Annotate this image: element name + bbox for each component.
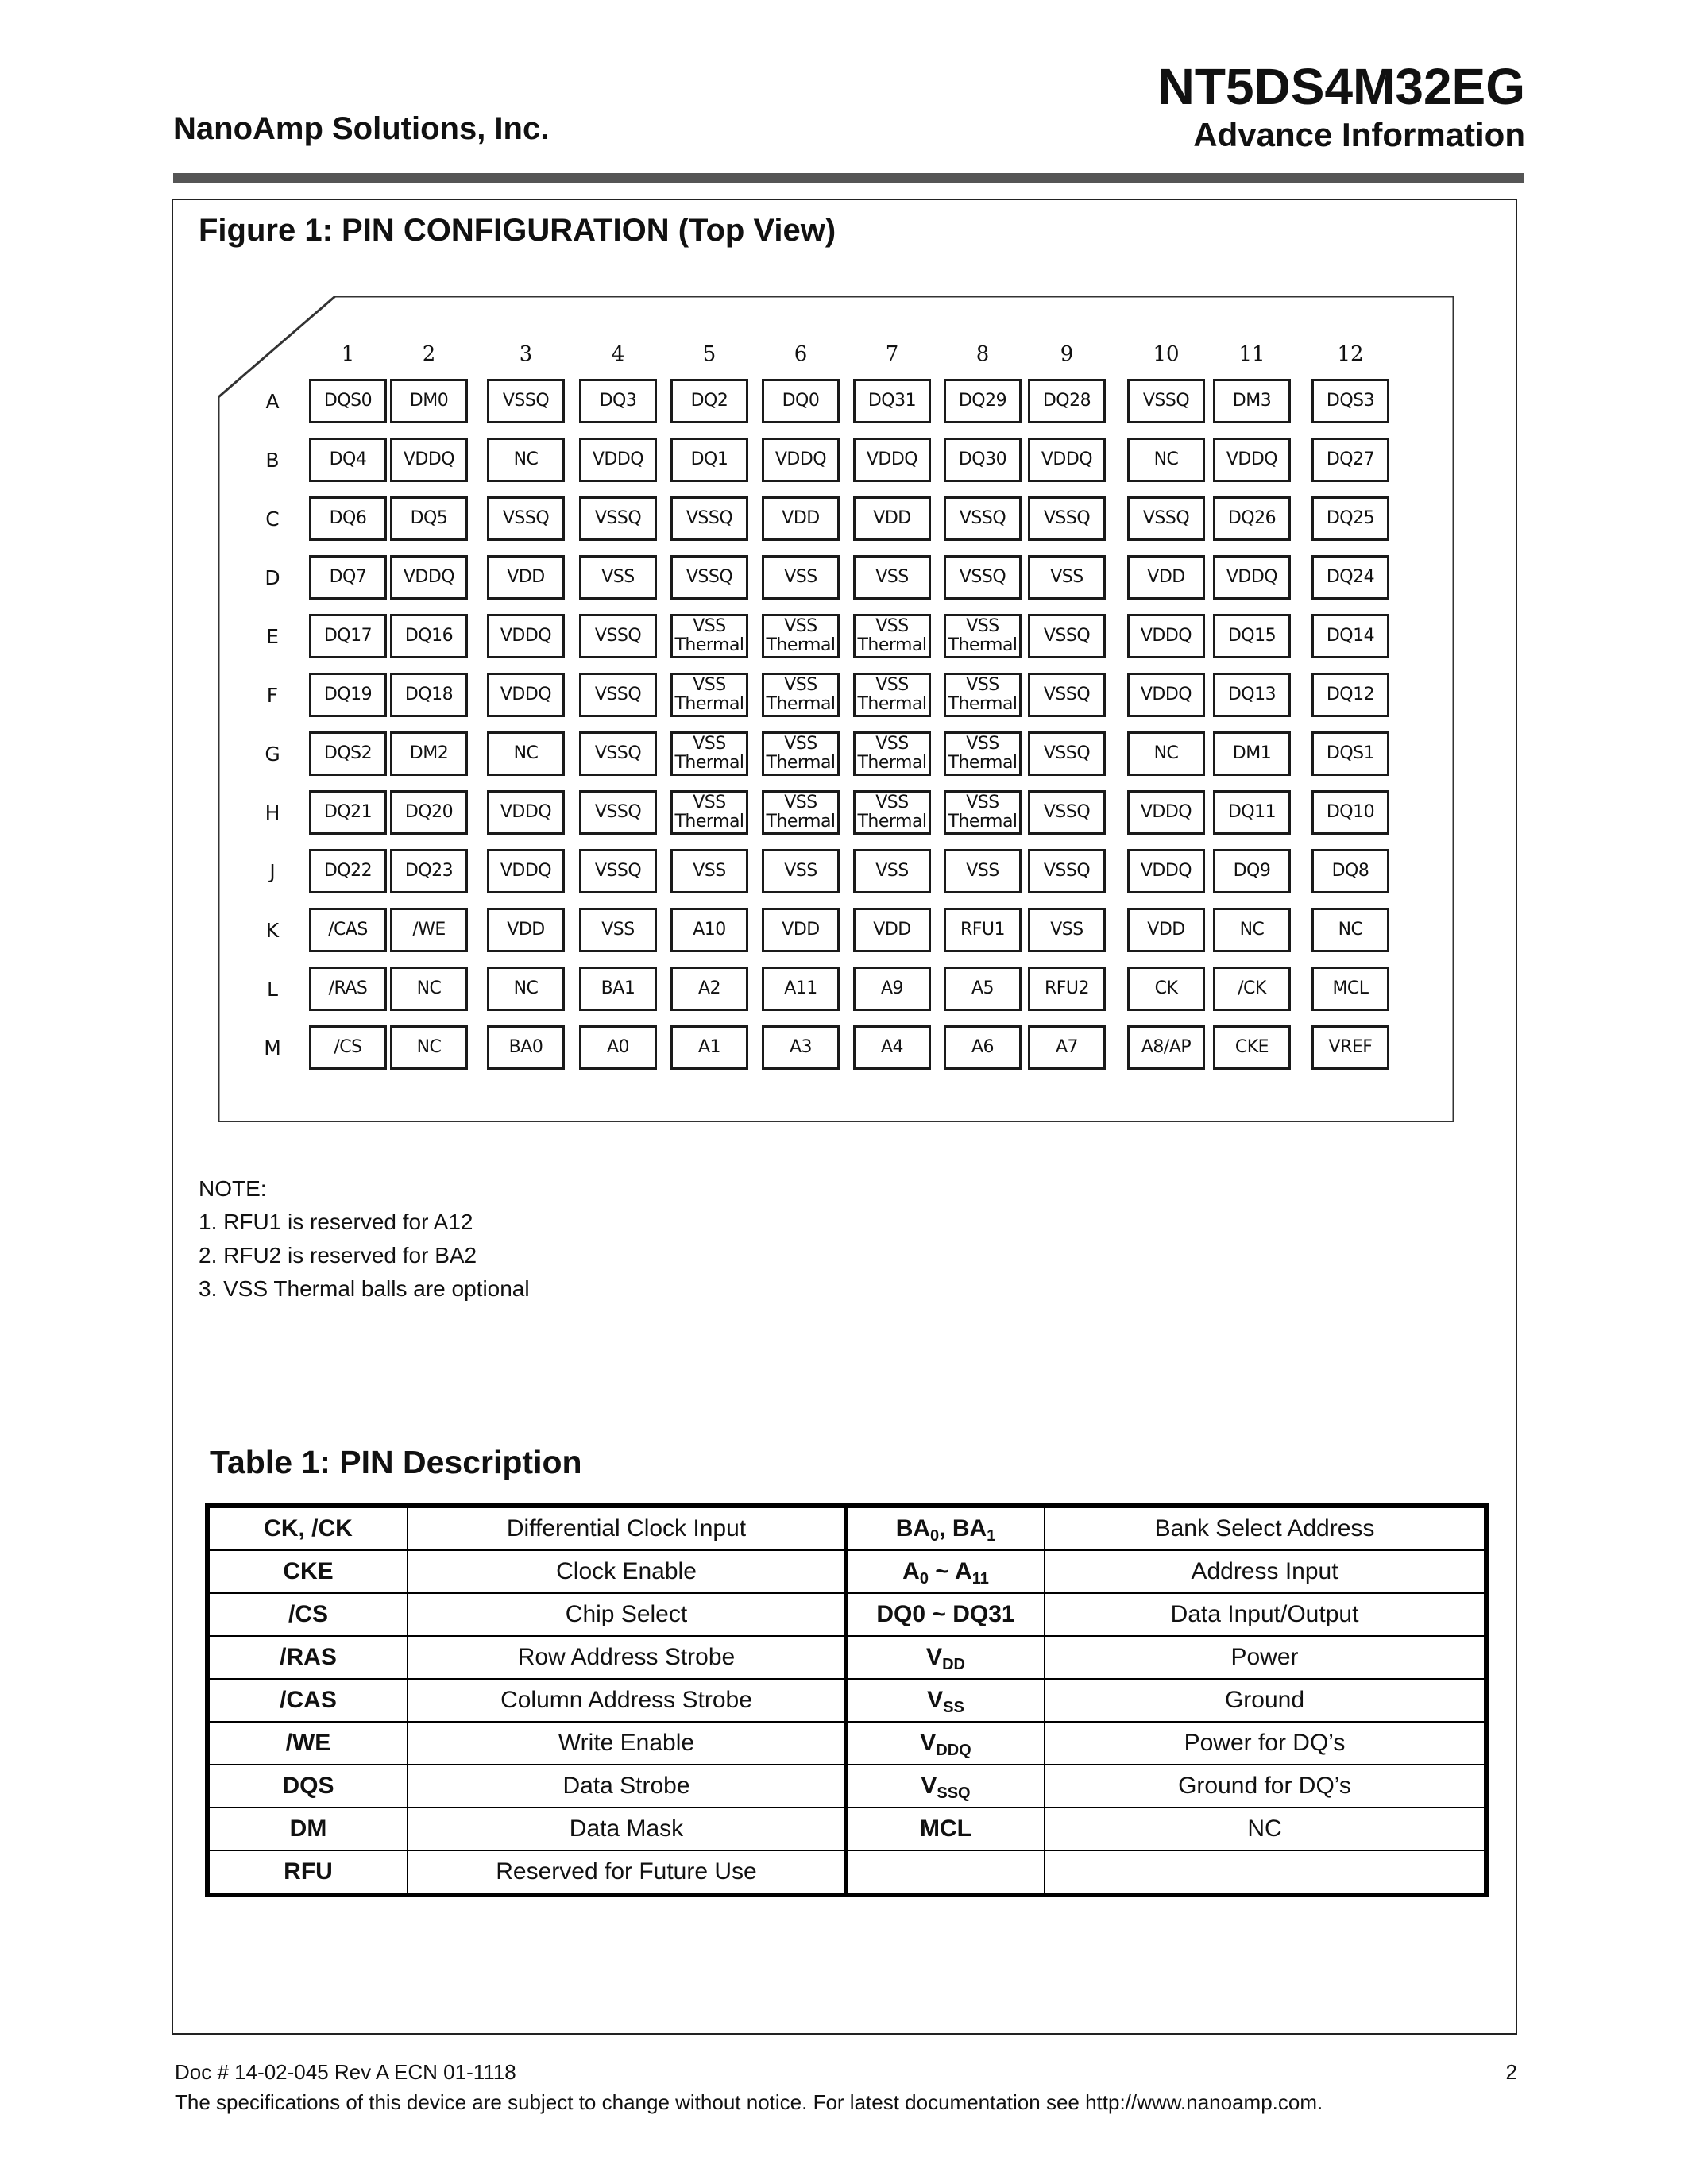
- pin-ball: DQ3: [579, 379, 657, 423]
- pin-ball: [853, 731, 931, 776]
- pin-ball: DM1: [1213, 731, 1291, 776]
- pin-label-line: VSS: [693, 793, 726, 812]
- pin-ball: /RAS: [309, 967, 387, 1011]
- pin-symbol: [846, 1593, 1045, 1636]
- pin-label-line: VSS: [693, 616, 726, 636]
- pin-ball: [944, 614, 1022, 658]
- pin-ball: NC: [1127, 731, 1205, 776]
- column-number: 4: [611, 342, 625, 366]
- pin-ball: DQS2: [309, 731, 387, 776]
- table-row: [207, 1593, 1486, 1636]
- pin-ball: NC: [487, 731, 565, 776]
- symbol-subscript: SS: [943, 1699, 964, 1716]
- pin-description: Bank Select Address: [1045, 1506, 1486, 1550]
- pin-ball: A9: [853, 967, 931, 1011]
- pin-ball: DQ18: [390, 673, 468, 717]
- pin-symbol: [846, 1679, 1045, 1722]
- pin-ball: [762, 731, 840, 776]
- pin-ball: [944, 731, 1022, 776]
- pin-description: [1045, 1850, 1486, 1895]
- row-label: D: [265, 566, 280, 589]
- pin-ball: VDDQ: [853, 438, 931, 482]
- pin-label-line: VSS: [875, 734, 909, 754]
- row-label: J: [269, 860, 276, 883]
- pin-ball: DQ15: [1213, 614, 1291, 658]
- symbol-text: V: [921, 1773, 937, 1799]
- pin-ball: VSSQ: [579, 614, 657, 658]
- note-item: 3. VSS Thermal balls are optional: [199, 1276, 530, 1301]
- pin-description: Power: [1045, 1636, 1486, 1679]
- pin-ball: /CAS: [309, 908, 387, 952]
- pin-ball: DQ28: [1028, 379, 1106, 423]
- pin-symbol: CKE: [207, 1550, 408, 1593]
- pin-ball: VDDQ: [579, 438, 657, 482]
- row-label: L: [267, 978, 278, 1001]
- pin-ball: VDDQ: [487, 614, 565, 658]
- pin-ball: VSSQ: [1028, 673, 1106, 717]
- pin-ball: A3: [762, 1025, 840, 1070]
- pin-ball: DQ22: [309, 849, 387, 893]
- row-label: A: [265, 390, 280, 413]
- pin-description: Address Input: [1045, 1550, 1486, 1593]
- row-label: B: [265, 449, 280, 472]
- pin-description: Clock Enable: [408, 1550, 846, 1593]
- pin-ball: VDDQ: [762, 438, 840, 482]
- pin-ball: RFU1: [944, 908, 1022, 952]
- pin-ball: /WE: [390, 908, 468, 952]
- row-label: K: [265, 919, 280, 942]
- pin-symbol: [846, 1765, 1045, 1808]
- pin-label-line: VSS: [784, 675, 817, 695]
- column-number: 6: [794, 342, 808, 366]
- pin-ball: A10: [670, 908, 748, 952]
- pin-ball: VSS: [853, 849, 931, 893]
- symbol-text: , BA: [939, 1515, 987, 1542]
- pin-ball: DQ20: [390, 790, 468, 835]
- pin-symbol: /CS: [207, 1593, 408, 1636]
- column-number: 11: [1238, 342, 1265, 366]
- pin-description: Data Input/Output: [1045, 1593, 1486, 1636]
- column-number: 8: [975, 342, 990, 366]
- pin-ball: VSSQ: [579, 673, 657, 717]
- pin-ball: DQ13: [1213, 673, 1291, 717]
- pin-label-line: Thermal: [766, 753, 836, 773]
- pin-ball: DQ27: [1311, 438, 1389, 482]
- document-status: Advance Information: [1193, 116, 1525, 153]
- pin-description: Reserved for Future Use: [408, 1850, 846, 1895]
- pin-ball: DQ29: [944, 379, 1022, 423]
- pin-ball: DQ24: [1311, 555, 1389, 600]
- symbol-subscript: SSQ: [937, 1785, 971, 1802]
- pin-symbol: /RAS: [207, 1636, 408, 1679]
- pin-ball: DQ23: [390, 849, 468, 893]
- pin-ball: DQ5: [390, 496, 468, 541]
- pin-ball: VDD: [1127, 908, 1205, 952]
- column-number: 12: [1337, 342, 1364, 366]
- pin-symbol: /CAS: [207, 1679, 408, 1722]
- pin-ball: DQ0: [762, 379, 840, 423]
- symbol-subscript: 0: [919, 1570, 929, 1588]
- pin-ball: VSSQ: [944, 496, 1022, 541]
- pin-label-line: Thermal: [948, 753, 1018, 773]
- pin-ball: VSS: [579, 908, 657, 952]
- pin-ball: VSSQ: [1028, 790, 1106, 835]
- pin-ball: VSSQ: [487, 379, 565, 423]
- row-label: E: [266, 625, 279, 648]
- pin-ball: VDDQ: [1213, 438, 1291, 482]
- pin-label-line: Thermal: [674, 694, 744, 714]
- pin-label-line: Thermal: [674, 635, 744, 655]
- pin-ball: [762, 673, 840, 717]
- pin-symbol: [846, 1722, 1045, 1765]
- pin-ball: DQ21: [309, 790, 387, 835]
- table-row: [207, 1636, 1486, 1679]
- company-name: NanoAmp Solutions, Inc.: [173, 111, 550, 146]
- table-row: [207, 1765, 1486, 1808]
- symbol-text: DQ0 ~ DQ31: [876, 1601, 1015, 1627]
- doc-number: Doc # 14-02-045 Rev A ECN 01-1118: [175, 2060, 516, 2084]
- pin-ball: CKE: [1213, 1025, 1291, 1070]
- symbol-subscript: DD: [942, 1656, 965, 1673]
- row-label: G: [265, 743, 280, 766]
- pin-label-line: Thermal: [948, 694, 1018, 714]
- pin-description: Row Address Strobe: [408, 1636, 846, 1679]
- pin-description: Ground: [1045, 1679, 1486, 1722]
- pin-ball: VSSQ: [1028, 614, 1106, 658]
- pin-ball: NC: [390, 967, 468, 1011]
- pin-label-line: Thermal: [766, 635, 836, 655]
- pin-symbol: [846, 1850, 1045, 1895]
- disclaimer: The specifications of this device are subject to change without notice. For latest documentation see http://www.nanoamp.com.: [175, 2090, 1323, 2114]
- pin-ball: VSS: [670, 849, 748, 893]
- table-title: Table 1: PIN Description: [210, 1444, 582, 1480]
- pin-ball: VSSQ: [579, 496, 657, 541]
- symbol-text: MCL: [920, 1815, 971, 1842]
- pin-ball: /CK: [1213, 967, 1291, 1011]
- pin-ball: VDD: [487, 908, 565, 952]
- pin-ball: DQ10: [1311, 790, 1389, 835]
- pin-ball: VSSQ: [670, 555, 748, 600]
- pin-ball: A0: [579, 1025, 657, 1070]
- pin-ball: VDDQ: [487, 849, 565, 893]
- pin-ball: VDDQ: [487, 790, 565, 835]
- pin-ball: VDDQ: [1127, 849, 1205, 893]
- pin-ball: A7: [1028, 1025, 1106, 1070]
- pin-ball: A4: [853, 1025, 931, 1070]
- pin-label-line: VSS: [784, 734, 817, 754]
- pin-ball: VSSQ: [579, 849, 657, 893]
- pin-ball: A1: [670, 1025, 748, 1070]
- pin-ball: VDDQ: [1213, 555, 1291, 600]
- pin-ball: VSS: [762, 849, 840, 893]
- pin-label-line: VSS: [693, 734, 726, 754]
- table-row: [207, 1850, 1486, 1895]
- pin-symbol: [846, 1550, 1045, 1593]
- pin-label-line: Thermal: [766, 694, 836, 714]
- pin-ball: DM2: [390, 731, 468, 776]
- pin-ball: [670, 673, 748, 717]
- pin-ball: VREF: [1311, 1025, 1389, 1070]
- pin-ball: DQ11: [1213, 790, 1291, 835]
- symbol-subscript: 1: [987, 1527, 996, 1545]
- column-number: 2: [422, 342, 436, 366]
- pin-ball: A11: [762, 967, 840, 1011]
- pin-ball: DQ6: [309, 496, 387, 541]
- column-number: 7: [885, 342, 899, 366]
- pin-description: Differential Clock Input: [408, 1506, 846, 1550]
- column-number: 1: [341, 342, 355, 366]
- pin-ball: [944, 790, 1022, 835]
- symbol-text: V: [926, 1644, 943, 1670]
- pin-ball: VSSQ: [487, 496, 565, 541]
- notes-heading: NOTE:: [199, 1176, 267, 1201]
- row-label: M: [264, 1036, 281, 1059]
- pin-label-line: Thermal: [674, 753, 744, 773]
- pin-label-line: Thermal: [857, 753, 927, 773]
- pin-ball: DQ4: [309, 438, 387, 482]
- pin-label-line: Thermal: [857, 635, 927, 655]
- pin-label-line: Thermal: [948, 635, 1018, 655]
- symbol-text: BA: [895, 1515, 931, 1542]
- column-number: 3: [519, 342, 533, 366]
- pin-label-line: VSS: [875, 675, 909, 695]
- symbol-subscript: 0: [930, 1527, 940, 1545]
- pin-description: Ground for DQ’s: [1045, 1765, 1486, 1808]
- table-row: [207, 1679, 1486, 1722]
- pin-ball: VSSQ: [1028, 731, 1106, 776]
- pin-ball: DQ1: [670, 438, 748, 482]
- pin-label-line: VSS: [966, 616, 999, 636]
- notes: [199, 1172, 530, 1306]
- pin-symbol: DM: [207, 1808, 408, 1850]
- pin-ball: DM0: [390, 379, 468, 423]
- figure-title: Figure 1: PIN CONFIGURATION (Top View): [199, 213, 836, 248]
- pin-description: Data Mask: [408, 1808, 846, 1850]
- pin-ball: DQ26: [1213, 496, 1291, 541]
- pin-ball: VDDQ: [1127, 614, 1205, 658]
- pin-label-line: VSS: [784, 793, 817, 812]
- pin-ball: VDDQ: [1127, 790, 1205, 835]
- table-row: [207, 1506, 1486, 1550]
- column-number: 9: [1060, 342, 1074, 366]
- page-number: 2: [1505, 2060, 1517, 2084]
- pin-ball: BA0: [487, 1025, 565, 1070]
- pin-ball: A6: [944, 1025, 1022, 1070]
- pin-ball: A5: [944, 967, 1022, 1011]
- pin-label-line: VSS: [966, 675, 999, 695]
- symbol-subscript: 11: [971, 1570, 989, 1588]
- pin-ball: DQ9: [1213, 849, 1291, 893]
- pin-symbol: [846, 1808, 1045, 1850]
- pin-ball: DQ16: [390, 614, 468, 658]
- pin-ball: VSS: [1028, 555, 1106, 600]
- row-label: C: [265, 507, 280, 531]
- pin-ball: VDD: [487, 555, 565, 600]
- pin-ball: DQ8: [1311, 849, 1389, 893]
- pin-ball: DM3: [1213, 379, 1291, 423]
- pin-ball: DQ17: [309, 614, 387, 658]
- pin-ball: CK: [1127, 967, 1205, 1011]
- pin-ball: NC: [1213, 908, 1291, 952]
- pin-ball: VDD: [853, 496, 931, 541]
- pin-label-line: Thermal: [674, 812, 744, 832]
- pin-ball: VSS: [579, 555, 657, 600]
- pin-ball: DQS0: [309, 379, 387, 423]
- pin-ball: MCL: [1311, 967, 1389, 1011]
- pin-ball: [762, 614, 840, 658]
- pin-ball: [853, 614, 931, 658]
- pin-description: Data Strobe: [408, 1765, 846, 1808]
- pin-label-line: VSS: [784, 616, 817, 636]
- pin-ball: VSSQ: [1028, 496, 1106, 541]
- pin-ball: VSSQ: [1028, 849, 1106, 893]
- pin-ball: [762, 790, 840, 835]
- pin-ball: VDD: [1127, 555, 1205, 600]
- pin-ball: DQ14: [1311, 614, 1389, 658]
- pin-ball: BA1: [579, 967, 657, 1011]
- pin-ball: DQ2: [670, 379, 748, 423]
- pin-ball: VSSQ: [944, 555, 1022, 600]
- pin-description-table: [205, 1503, 1489, 1897]
- pin-label-line: Thermal: [857, 812, 927, 832]
- part-number: NT5DS4M32EG: [1157, 58, 1525, 115]
- pin-description: Power for DQ’s: [1045, 1722, 1486, 1765]
- pin-description: Write Enable: [408, 1722, 846, 1765]
- column-number: 5: [702, 342, 717, 366]
- pin-ball: DQ12: [1311, 673, 1389, 717]
- symbol-text: V: [927, 1687, 944, 1713]
- pin-description: Column Address Strobe: [408, 1679, 846, 1722]
- pin-ball: /CS: [309, 1025, 387, 1070]
- row-label: H: [265, 801, 280, 824]
- pin-ball: VSSQ: [1127, 379, 1205, 423]
- pin-label-line: VSS: [693, 675, 726, 695]
- table-row: [207, 1722, 1486, 1765]
- pin-ball: DQ25: [1311, 496, 1389, 541]
- pin-ball: [670, 614, 748, 658]
- pin-ball: VSS: [1028, 908, 1106, 952]
- pin-ball: VDDQ: [1028, 438, 1106, 482]
- pin-symbol: RFU: [207, 1850, 408, 1895]
- pin-symbol: /WE: [207, 1722, 408, 1765]
- pin-label-line: VSS: [875, 616, 909, 636]
- pin-ball: DQS3: [1311, 379, 1389, 423]
- symbol-text: ~ A: [928, 1558, 972, 1584]
- pin-ball: VSSQ: [579, 731, 657, 776]
- table-row: [207, 1808, 1486, 1850]
- pin-ball: DQ31: [853, 379, 931, 423]
- symbol-text: A: [902, 1558, 920, 1584]
- pin-label-line: VSS: [966, 793, 999, 812]
- column-number: 10: [1153, 342, 1180, 366]
- pin-label-line: VSS: [875, 793, 909, 812]
- pin-ball: VSS: [853, 555, 931, 600]
- pin-configuration-diagram: [218, 296, 1454, 1122]
- pin-ball: VDD: [762, 496, 840, 541]
- pin-ball: VDDQ: [487, 673, 565, 717]
- pin-ball: VSS: [944, 849, 1022, 893]
- pin-ball: DQS1: [1311, 731, 1389, 776]
- pin-ball: VDDQ: [390, 438, 468, 482]
- pin-ball: NC: [487, 967, 565, 1011]
- table-row: [207, 1550, 1486, 1593]
- pin-label-line: Thermal: [857, 694, 927, 714]
- pin-ball: VDD: [853, 908, 931, 952]
- pin-ball: DQ7: [309, 555, 387, 600]
- pin-ball: VDD: [762, 908, 840, 952]
- note-item: 1. RFU1 is reserved for A12: [199, 1210, 473, 1234]
- row-label: F: [266, 684, 279, 707]
- symbol-subscript: DDQ: [936, 1742, 971, 1759]
- pin-description: Chip Select: [408, 1593, 846, 1636]
- pin-ball: NC: [1311, 908, 1389, 952]
- pin-label-line: Thermal: [948, 812, 1018, 832]
- pin-symbol: CK, /CK: [207, 1506, 408, 1550]
- header-rule: [173, 173, 1524, 183]
- pin-ball: VDDQ: [1127, 673, 1205, 717]
- pin-ball: VSSQ: [1127, 496, 1205, 541]
- pin-ball: A8/AP: [1127, 1025, 1205, 1070]
- symbol-text: V: [920, 1730, 937, 1756]
- pin-ball: VSS: [762, 555, 840, 600]
- pin-ball: NC: [487, 438, 565, 482]
- pin-label-line: VSS: [966, 734, 999, 754]
- pin-symbol: [846, 1506, 1045, 1550]
- pin-ball: [944, 673, 1022, 717]
- pin-ball: VDDQ: [390, 555, 468, 600]
- pin-ball: NC: [390, 1025, 468, 1070]
- pin-ball: VSSQ: [579, 790, 657, 835]
- pin-symbol: DQS: [207, 1765, 408, 1808]
- pin-ball: [670, 790, 748, 835]
- pin-symbol: [846, 1636, 1045, 1679]
- pin-ball: VSSQ: [670, 496, 748, 541]
- pin-ball: [853, 673, 931, 717]
- pin-ball: [670, 731, 748, 776]
- pin-ball: A2: [670, 967, 748, 1011]
- pin-label-line: Thermal: [766, 812, 836, 832]
- pin-ball: DQ19: [309, 673, 387, 717]
- pin-ball: [853, 790, 931, 835]
- pin-description: NC: [1045, 1808, 1486, 1850]
- pin-ball: RFU2: [1028, 967, 1106, 1011]
- pin-ball: DQ30: [944, 438, 1022, 482]
- pin-ball: NC: [1127, 438, 1205, 482]
- note-item: 2. RFU2 is reserved for BA2: [199, 1243, 477, 1268]
